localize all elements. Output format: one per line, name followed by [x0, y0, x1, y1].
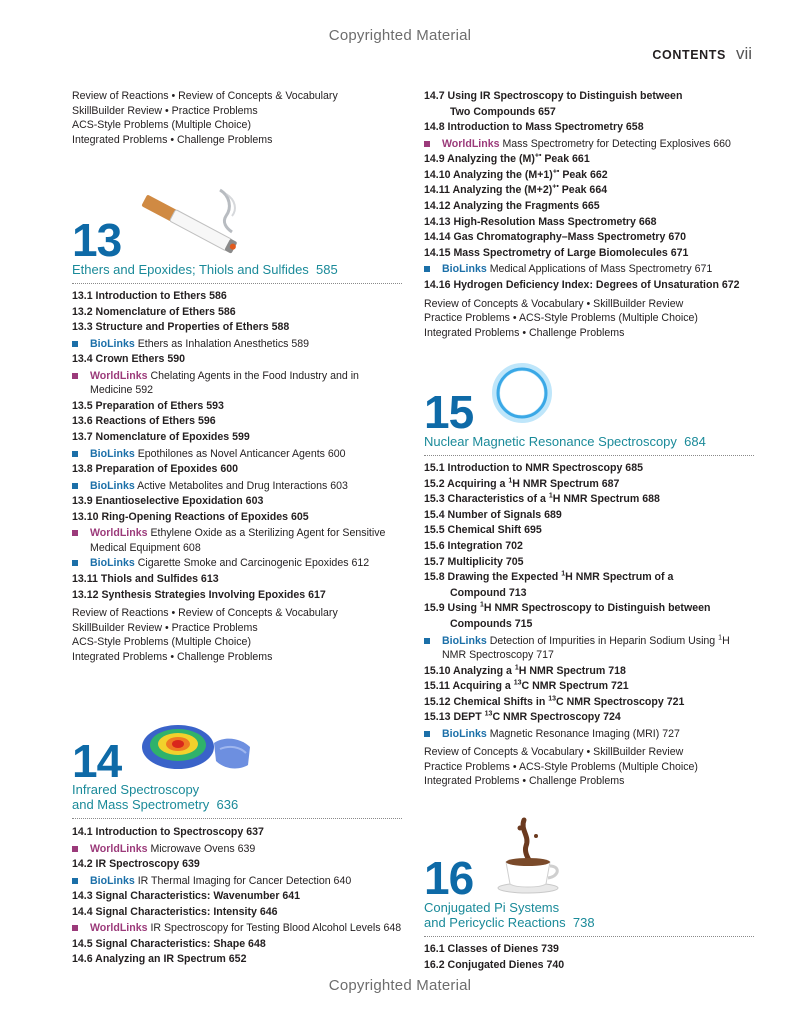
biolinks-marker [72, 878, 78, 884]
superscript: 1 [508, 477, 513, 485]
section-text: Peak 661 [541, 153, 590, 166]
section-13-6[interactable]: 13.6 Reactions of Ethers 596 [72, 415, 216, 428]
worldlinks-marker [424, 141, 430, 147]
biolinks-label: BioLinks [442, 727, 487, 740]
section-15-6[interactable]: 15.6 Integration 702 [424, 539, 523, 552]
chapter-15-page: 684 [684, 434, 706, 449]
section-text: H NMR Spectrum of a [565, 571, 674, 584]
end-matter-line: SkillBuilder Review • Practice Problems [72, 104, 258, 117]
section-15-9-line2: Compounds 715 [450, 617, 533, 630]
biolinks-label: BioLinks [90, 557, 135, 570]
worldlinks-label: WorldLinks [90, 922, 148, 935]
worldlinks-item[interactable] [72, 921, 402, 936]
section-text: Peak 664 [558, 184, 608, 197]
biolinks-label: BioLinks [442, 634, 487, 647]
biolinks-item[interactable] [424, 262, 754, 277]
biolinks-text: Magnetic Resonance Imaging (MRI) 727 [489, 727, 680, 740]
chapter-16-divider [424, 936, 754, 937]
section-15-8[interactable] [424, 570, 754, 601]
biolinks-marker [424, 266, 430, 272]
biolinks-item[interactable] [424, 634, 754, 663]
section-15-13[interactable] [424, 710, 754, 726]
section-15-4[interactable]: 15.4 Number of Signals 689 [424, 508, 562, 521]
chapter-13-page: 585 [316, 262, 338, 277]
section-14-7-line2: Two Compounds 657 [450, 105, 556, 118]
chapter-14-number: 14 [72, 735, 122, 787]
section-15-1[interactable]: 15.1 Introduction to NMR Spectroscopy 685 [424, 462, 643, 474]
biolinks-marker [424, 731, 430, 737]
end-matter-line: Review of Reactions • Review of Concepts & Vocabulary [72, 90, 338, 102]
superscript: 13 [548, 695, 557, 703]
section-13-10[interactable]: 13.10 Ring-Opening Reactions of Epoxides 605 [72, 510, 309, 523]
superscript: 13 [484, 710, 493, 718]
superscript: 1 [514, 664, 519, 671]
section-text: 15.11 Acquiring a [424, 680, 514, 693]
biolinks-item[interactable] [72, 447, 402, 462]
worldlinks-text: Mass Spectrometry for Detecting Explosives 660 [502, 137, 731, 150]
prev-chapter-end-matter [72, 89, 402, 147]
chapter-14-divider [72, 818, 402, 819]
chapter-15-number: 15 [424, 386, 474, 438]
end-matter-line: Integrated Problems • Challenge Problems [72, 133, 273, 146]
chapter-13-divider [72, 283, 402, 284]
end-matter-line: Practice Problems • ACS-Style Problems (Multiple Choice) [424, 760, 698, 773]
end-matter-line: ACS-Style Problems (Multiple Choice) [72, 119, 251, 131]
section-14-2[interactable]: 14.2 IR Spectroscopy 639 [72, 858, 200, 871]
end-matter-line: Review of Reactions • Review of Concepts & Vocabulary [72, 607, 338, 620]
biolinks-marker [72, 341, 78, 347]
section-14-13[interactable]: 14.13 High-Resolution Mass Spectrometry 668 [424, 215, 657, 228]
biolinks-text: Ethers as Inhalation Anesthetics 589 [137, 337, 310, 350]
superscript: 1 [548, 492, 553, 500]
section-16-1[interactable]: 16.1 Classes of Dienes 739 [424, 943, 559, 955]
end-matter-line: SkillBuilder Review • Practice Problems [72, 621, 258, 634]
section-text: 15.12 Chemical Shifts in [424, 695, 549, 708]
worldlinks-text-cont: Medical Equipment 608 [90, 541, 201, 554]
section-text: Peak 662 [559, 168, 608, 181]
cigarette-image [134, 186, 254, 258]
page-number: vii [735, 44, 752, 63]
chapter-16-page: 738 [572, 915, 595, 930]
end-matter-line: Review of Concepts & Vocabulary • SkillBuilder Review [424, 297, 684, 310]
worldlinks-item[interactable] [72, 369, 402, 398]
biolinks-text: IR Thermal Imaging for Cancer Detection 640 [137, 874, 352, 887]
section-14-16[interactable]: 14.16 Hydrogen Deficiency Index: Degrees of Unsaturation 672 [424, 278, 740, 291]
section-text: H NMR Spectrum 718 [518, 664, 626, 677]
biolinks-item[interactable] [72, 556, 402, 571]
section-text: 14.9 Analyzing the (M) [424, 153, 535, 166]
end-matter-line: Integrated Problems • Challenge Problems [424, 326, 625, 339]
chapter-14-title-line2: and Mass Spectrometry [72, 797, 210, 812]
biolinks-text: Cigarette Smoke and Carcinogenic Epoxides 612 [137, 557, 370, 570]
biolinks-text: Active Metabolites and Drug Interactions 603 [137, 479, 348, 492]
section-text: 15.8 Drawing the Expected [424, 571, 562, 584]
section-15-8-line2: Compound 713 [450, 586, 527, 599]
worldlinks-item[interactable] [72, 842, 402, 857]
section-text: C NMR Spectroscopy 724 [492, 711, 621, 724]
section-14-5[interactable]: 14.5 Signal Characteristics: Shape 648 [72, 937, 266, 950]
section-text: C NMR Spectrum 721 [521, 680, 629, 693]
section-text: H NMR Spectrum 688 [552, 493, 660, 506]
section-14-8[interactable]: 14.8 Introduction to Mass Spectrometry 658 [424, 121, 644, 134]
section-14-12[interactable]: 14.12 Analyzing the Fragments 665 [424, 200, 600, 213]
section-15-9[interactable] [424, 601, 754, 632]
worldlinks-label: WorldLinks [90, 527, 148, 540]
section-14-15[interactable]: 14.15 Mass Spectrometry of Large Biomolecules 671 [424, 246, 689, 259]
biolinks-item[interactable] [424, 727, 754, 742]
section-15-11[interactable] [424, 679, 754, 695]
superscript: 1 [718, 634, 723, 641]
worldlinks-marker [72, 846, 78, 852]
chapter-16-title-line2: and Pericyclic Reactions [424, 915, 566, 930]
coffee-cup-image [490, 816, 570, 896]
worldlinks-text: IR Spectroscopy for Testing Blood Alcohol Levels 648 [150, 922, 402, 935]
chapter-13-contents [72, 289, 402, 664]
chapter-16-number: 16 [424, 852, 474, 904]
biolinks-item[interactable] [72, 479, 402, 494]
section-15-10[interactable] [424, 664, 754, 680]
worldlinks-text-cont: Medicine 592 [90, 384, 154, 397]
superscript: 1 [479, 601, 484, 609]
section-13-8[interactable]: 13.8 Preparation of Epoxides 600 [72, 463, 239, 476]
end-matter-line: Integrated Problems • Challenge Problems [72, 650, 273, 663]
section-13-9[interactable]: 13.9 Enantioselective Epoxidation 603 [72, 495, 264, 508]
section-text: 15.9 Using [424, 602, 480, 615]
chapter-16-title [424, 900, 595, 930]
chapter-14-contents [72, 825, 402, 968]
worldlinks-text: Microwave Ovens 639 [150, 842, 256, 855]
biolinks-text-cont: NMR Spectroscopy 717 [442, 649, 554, 662]
section-13-5[interactable]: 13.5 Preparation of Ethers 593 [72, 399, 224, 412]
section-text: H NMR Spectroscopy to Distinguish between [483, 602, 711, 615]
section-text: 14.10 Analyzing the (M+1) [424, 168, 553, 181]
worldlinks-marker [72, 530, 78, 536]
worldlinks-marker [72, 925, 78, 931]
section-14-4[interactable]: 14.4 Signal Characteristics: Intensity 646 [72, 905, 278, 918]
biolinks-text: Medical Applications of Mass Spectrometry 671 [489, 263, 713, 276]
biolinks-text: H [722, 634, 730, 647]
worldlinks-label: WorldLinks [90, 369, 148, 382]
section-13-2[interactable]: 13.2 Nomenclature of Ethers 586 [72, 305, 236, 318]
section-14-14[interactable]: 14.14 Gas Chromatography–Mass Spectrometry 670 [424, 231, 687, 244]
biolinks-label: BioLinks [442, 263, 487, 276]
contents-header [652, 44, 752, 64]
biolinks-label: BioLinks [90, 479, 135, 492]
biolinks-item[interactable] [72, 874, 402, 889]
worldlinks-item[interactable] [72, 526, 402, 555]
section-14-7[interactable] [424, 89, 754, 120]
chapter-13-title [72, 262, 338, 277]
thermal-image [134, 713, 254, 783]
worldlinks-label: WorldLinks [90, 842, 148, 855]
section-14-11[interactable] [424, 183, 754, 199]
watermark-bottom: Copyrighted Material [328, 977, 472, 994]
biolinks-marker [72, 483, 78, 489]
chapter-14-page: 636 [216, 797, 239, 812]
chapter-15-title-text: Nuclear Magnetic Resonance Spectroscopy [424, 434, 677, 449]
end-matter-line: Practice Problems • ACS-Style Problems (Multiple Choice) [424, 312, 698, 325]
section-15-12[interactable] [424, 695, 754, 711]
section-14-6[interactable]: 14.6 Analyzing an IR Spectrum 652 [72, 953, 247, 966]
section-15-5[interactable]: 15.5 Chemical Shift 695 [424, 524, 542, 537]
section-15-2[interactable] [424, 477, 754, 493]
worldlinks-marker [72, 373, 78, 379]
worldlinks-text: Ethylene Oxide as a Sterilizing Agent for Sensitive [150, 527, 386, 540]
chapter-13-number: 13 [72, 214, 122, 266]
chapter-15-title [424, 434, 706, 449]
biolinks-marker [72, 560, 78, 566]
biolinks-text: Detection of Impurities in Heparin Sodium Using [489, 634, 719, 647]
biolinks-label: BioLinks [90, 337, 135, 350]
biolinks-item[interactable] [72, 337, 402, 352]
superscript: 13 [513, 679, 522, 687]
section-13-11[interactable]: 13.11 Thiols and Sulfides 613 [72, 572, 219, 585]
section-text: C NMR Spectroscopy 721 [556, 695, 685, 708]
chapter-15-divider [424, 455, 754, 456]
biolinks-text: Epothilones as Novel Anticancer Agents 600 [137, 447, 346, 460]
section-16-2[interactable]: 16.2 Conjugated Dienes 740 [424, 958, 565, 971]
section-13-1[interactable]: 13.1 Introduction to Ethers 586 [72, 290, 227, 302]
section-text: 15.3 Characteristics of a [424, 493, 549, 506]
section-text: H NMR Spectrum 687 [512, 477, 620, 490]
section-14-9[interactable] [424, 152, 754, 168]
chapter-16-title-line1: Conjugated Pi Systems [424, 900, 560, 915]
chapter-14-contents-cont [424, 89, 754, 340]
section-15-3[interactable] [424, 492, 754, 508]
section-14-7-line1: 14.7 Using IR Spectroscopy to Distinguish between [424, 90, 683, 102]
section-15-7[interactable]: 15.7 Multiplicity 705 [424, 555, 524, 568]
superscript: +• [534, 152, 542, 160]
biolinks-label: BioLinks [90, 447, 135, 460]
chapter-13-title-text: Ethers and Epoxides; Thiols and Sulfides [72, 262, 309, 277]
section-13-4[interactable]: 13.4 Crown Ethers 590 [72, 353, 186, 366]
section-13-3[interactable]: 13.3 Structure and Properties of Ethers 588 [72, 321, 290, 334]
worldlinks-label: WorldLinks [442, 137, 500, 150]
mri-ring-image [488, 360, 558, 426]
section-14-1[interactable]: 14.1 Introduction to Spectroscopy 637 [72, 826, 264, 838]
worldlinks-text: Chelating Agents in the Food Industry and in [150, 369, 359, 382]
superscript: 1 [561, 570, 566, 578]
section-14-10[interactable] [424, 168, 754, 184]
end-matter-line: Review of Concepts & Vocabulary • SkillBuilder Review [424, 746, 684, 759]
biolinks-marker [72, 451, 78, 457]
section-text: 15.13 DEPT [424, 711, 485, 724]
section-13-7[interactable]: 13.7 Nomenclature of Epoxides 599 [72, 431, 250, 444]
section-14-3[interactable]: 14.3 Signal Characteristics: Wavenumber 641 [72, 890, 301, 903]
biolinks-marker [424, 638, 430, 644]
section-13-12[interactable]: 13.12 Synthesis Strategies Involving Epoxides 617 [72, 588, 326, 601]
end-matter-line: Integrated Problems • Challenge Problems [424, 775, 625, 788]
chapter-16-contents [424, 942, 754, 973]
section-text: 14.11 Analyzing the (M+2) [424, 184, 553, 197]
worldlinks-item[interactable] [424, 137, 754, 152]
section-text: 15.10 Analyzing a [424, 664, 515, 677]
chapter-14-title [72, 782, 238, 812]
chapter-15-contents [424, 461, 754, 789]
superscript: +• [552, 183, 559, 191]
biolinks-label: BioLinks [90, 874, 135, 887]
end-matter-line: ACS-Style Problems (Multiple Choice) [72, 636, 251, 649]
section-text: 15.2 Acquiring a [424, 477, 509, 490]
superscript: +• [552, 168, 560, 176]
chapter-14-title-line1: Infrared Spectroscopy [72, 782, 200, 797]
contents-label: CONTENTS [652, 48, 726, 62]
watermark-top: Copyrighted Material [328, 27, 472, 44]
